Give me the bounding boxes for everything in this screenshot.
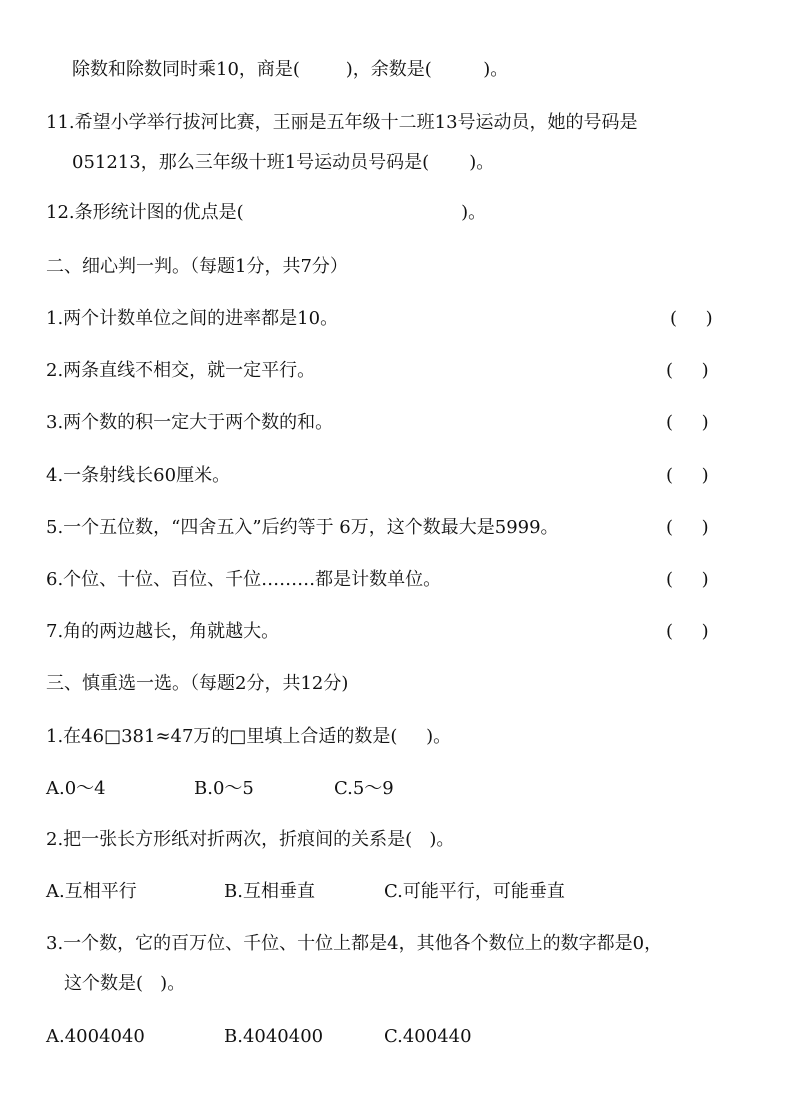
choice-question-3-line2: 这个数是( )。 xyxy=(64,973,186,994)
question-12: 12.条形统计图的优点是( )。 xyxy=(46,202,487,223)
judge-item-6: 6.个位、十位、百位、千位………都是计数单位。 xyxy=(46,569,442,590)
choice-3-option-b[interactable]: B.4040400 xyxy=(224,1026,324,1047)
question-11-line1: 11.希望小学举行拔河比赛，王丽是五年级十二班13号运动员，她的号码是 xyxy=(46,112,638,133)
judge-answer-5[interactable]: ( ) xyxy=(666,517,709,538)
choice-question-2: 2.把一张长方形纸对折两次，折痕间的关系是( )。 xyxy=(46,829,455,850)
choice-2-option-c[interactable]: C.可能平行，可能垂直 xyxy=(384,881,565,902)
choice-question-3-line1: 3.一个数，它的百万位、千位、十位上都是4，其他各个数位上的数字都是0， xyxy=(46,933,663,954)
judge-answer-2[interactable]: ( ) xyxy=(666,360,709,381)
choice-2-option-b[interactable]: B.互相垂直 xyxy=(224,881,315,902)
judge-answer-6[interactable]: ( ) xyxy=(666,569,709,590)
top-continuation: 除数和除数同时乘10，商是( )，余数是( )。 xyxy=(72,59,509,80)
choice-question-1: 1.在46□381≈47万的□里填上合适的数是( )。 xyxy=(46,726,452,747)
judge-answer-1[interactable]: ( ) xyxy=(670,308,713,329)
section-3-heading: 三、慎重选一选。（每题2分，共12分) xyxy=(46,673,349,694)
judge-item-1: 1.两个计数单位之间的进率都是10。 xyxy=(46,308,339,329)
section-2-heading: 二、细心判一判。（每题1分，共7分） xyxy=(46,256,348,277)
choice-1-option-c[interactable]: C.5～9 xyxy=(334,778,394,799)
choice-1-option-a[interactable]: A.0～4 xyxy=(46,778,106,799)
judge-item-2: 2.两条直线不相交，就一定平行。 xyxy=(46,360,316,381)
judge-item-3: 3.两个数的积一定大于两个数的和。 xyxy=(46,412,334,433)
judge-answer-3[interactable]: ( ) xyxy=(666,412,709,433)
judge-answer-4[interactable]: ( ) xyxy=(666,465,709,486)
question-11-line2: 051213，那么三年级十班1号运动员号码是( )。 xyxy=(72,152,495,173)
judge-answer-7[interactable]: ( ) xyxy=(666,621,709,642)
choice-3-option-c[interactable]: C.400440 xyxy=(384,1026,472,1047)
choice-1-option-b[interactable]: B.0～5 xyxy=(194,778,254,799)
choice-2-option-a[interactable]: A.互相平行 xyxy=(46,881,137,902)
judge-item-7: 7.角的两边越长，角就越大。 xyxy=(46,621,280,642)
judge-item-5: 5.一个五位数，“四舍五入”后约等于 6万，这个数最大是5999。 xyxy=(46,517,559,538)
judge-item-4: 4.一条射线长60厘米。 xyxy=(46,465,231,486)
choice-3-option-a[interactable]: A.4004040 xyxy=(46,1026,145,1047)
